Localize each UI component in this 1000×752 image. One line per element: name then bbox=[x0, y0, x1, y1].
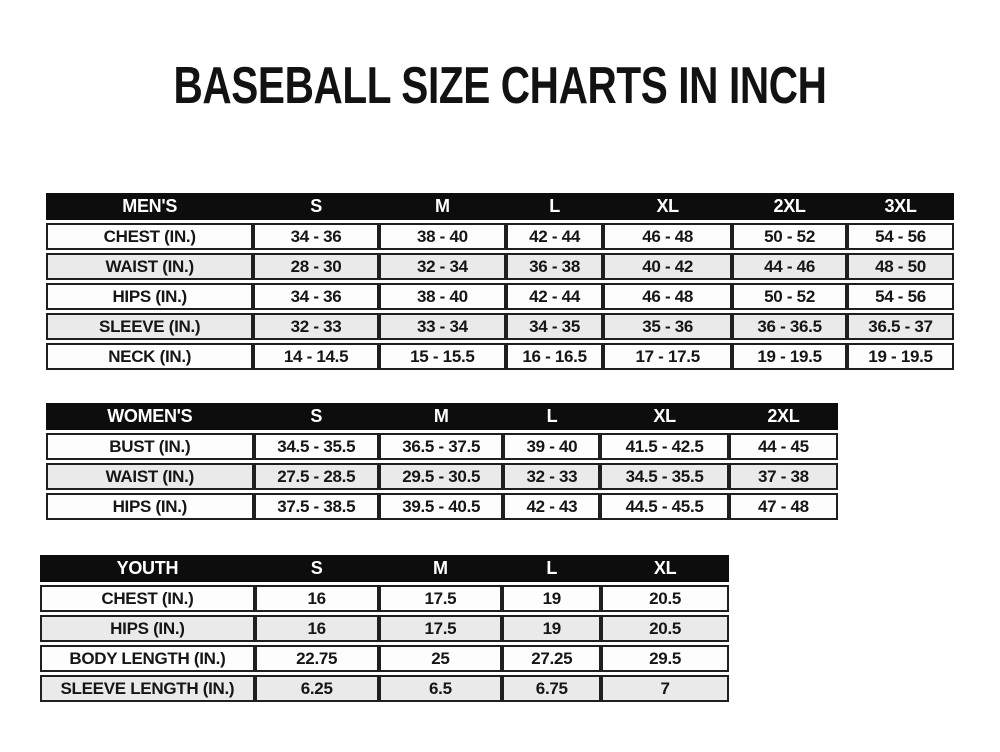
size-value-cell: 40 - 42 bbox=[603, 253, 732, 280]
header-row bbox=[46, 403, 838, 430]
size-value-cell: 34 - 36 bbox=[253, 223, 378, 250]
size-value-cell: 32 - 33 bbox=[253, 313, 378, 340]
size-value-cell: 41.5 - 42.5 bbox=[600, 433, 728, 460]
size-value-cell: 36 - 36.5 bbox=[732, 313, 847, 340]
size-value-cell: 19 bbox=[502, 585, 601, 612]
size-value-cell: 54 - 56 bbox=[847, 283, 954, 310]
table-group-header: WOMEN'S bbox=[46, 403, 254, 430]
size-value-cell: 19 bbox=[502, 615, 601, 642]
size-value-cell: 6.25 bbox=[255, 675, 379, 702]
table-group-header: MEN'S bbox=[46, 193, 253, 220]
size-value-cell: 36 - 38 bbox=[506, 253, 603, 280]
row-label: CHEST (IN.) bbox=[40, 585, 255, 612]
size-column-header: XL bbox=[600, 403, 728, 430]
size-value-cell: 17.5 bbox=[379, 615, 503, 642]
size-column-header: S bbox=[254, 403, 379, 430]
size-value-cell: 34.5 - 35.5 bbox=[600, 463, 728, 490]
youth-size-table bbox=[40, 552, 729, 705]
table-row bbox=[46, 433, 838, 460]
size-value-cell: 16 bbox=[255, 585, 379, 612]
size-value-cell: 20.5 bbox=[601, 585, 729, 612]
table-row bbox=[46, 313, 954, 340]
size-value-cell: 34 - 35 bbox=[506, 313, 603, 340]
table-row bbox=[46, 343, 954, 370]
size-value-cell: 48 - 50 bbox=[847, 253, 954, 280]
table-row bbox=[40, 615, 729, 642]
header-row bbox=[46, 193, 954, 220]
size-value-cell: 28 - 30 bbox=[253, 253, 378, 280]
size-value-cell: 42 - 44 bbox=[506, 283, 603, 310]
size-value-cell: 50 - 52 bbox=[732, 283, 847, 310]
size-column-header: L bbox=[506, 193, 603, 220]
size-column-header: 2XL bbox=[732, 193, 847, 220]
size-value-cell: 14 - 14.5 bbox=[253, 343, 378, 370]
size-value-cell: 17 - 17.5 bbox=[603, 343, 732, 370]
row-label: HIPS (IN.) bbox=[46, 493, 254, 520]
size-value-cell: 16 - 16.5 bbox=[506, 343, 603, 370]
size-value-cell: 27.5 - 28.5 bbox=[254, 463, 379, 490]
size-value-cell: 29.5 - 30.5 bbox=[379, 463, 504, 490]
size-column-header: L bbox=[502, 555, 601, 582]
size-value-cell: 42 - 44 bbox=[506, 223, 603, 250]
size-value-cell: 34 - 36 bbox=[253, 283, 378, 310]
size-value-cell: 37.5 - 38.5 bbox=[254, 493, 379, 520]
size-value-cell: 19 - 19.5 bbox=[847, 343, 954, 370]
size-column-header: S bbox=[255, 555, 379, 582]
size-value-cell: 36.5 - 37.5 bbox=[379, 433, 504, 460]
size-value-cell: 46 - 48 bbox=[603, 223, 732, 250]
row-label: SLEEVE (IN.) bbox=[46, 313, 253, 340]
size-value-cell: 17.5 bbox=[379, 585, 503, 612]
size-value-cell: 32 - 33 bbox=[503, 463, 600, 490]
size-value-cell: 37 - 38 bbox=[729, 463, 838, 490]
size-value-cell: 39.5 - 40.5 bbox=[379, 493, 504, 520]
size-value-cell: 20.5 bbox=[601, 615, 729, 642]
table-row bbox=[46, 253, 954, 280]
size-column-header: M bbox=[379, 403, 504, 430]
header-row bbox=[40, 555, 729, 582]
size-value-cell: 44.5 - 45.5 bbox=[600, 493, 728, 520]
size-value-cell: 35 - 36 bbox=[603, 313, 732, 340]
row-label: HIPS (IN.) bbox=[40, 615, 255, 642]
table-row bbox=[40, 675, 729, 702]
size-value-cell: 42 - 43 bbox=[503, 493, 600, 520]
size-value-cell: 29.5 bbox=[601, 645, 729, 672]
size-value-cell: 33 - 34 bbox=[379, 313, 506, 340]
page-title: BASEBALL SIZE CHARTS IN INCH bbox=[173, 57, 827, 115]
mens-size-table bbox=[46, 190, 954, 373]
table-row bbox=[46, 463, 838, 490]
size-column-header: L bbox=[503, 403, 600, 430]
size-value-cell: 50 - 52 bbox=[732, 223, 847, 250]
size-value-cell: 6.75 bbox=[502, 675, 601, 702]
size-column-header: 2XL bbox=[729, 403, 838, 430]
size-value-cell: 7 bbox=[601, 675, 729, 702]
size-value-cell: 39 - 40 bbox=[503, 433, 600, 460]
size-value-cell: 46 - 48 bbox=[603, 283, 732, 310]
size-value-cell: 38 - 40 bbox=[379, 283, 506, 310]
table-row bbox=[46, 493, 838, 520]
size-column-header: XL bbox=[603, 193, 732, 220]
size-column-header: M bbox=[379, 193, 506, 220]
table-row bbox=[46, 283, 954, 310]
row-label: NECK (IN.) bbox=[46, 343, 253, 370]
row-label: BUST (IN.) bbox=[46, 433, 254, 460]
size-value-cell: 54 - 56 bbox=[847, 223, 954, 250]
row-label: BODY LENGTH (IN.) bbox=[40, 645, 255, 672]
size-value-cell: 44 - 46 bbox=[732, 253, 847, 280]
size-value-cell: 38 - 40 bbox=[379, 223, 506, 250]
size-column-header: S bbox=[253, 193, 378, 220]
size-value-cell: 16 bbox=[255, 615, 379, 642]
size-column-header: 3XL bbox=[847, 193, 954, 220]
size-value-cell: 32 - 34 bbox=[379, 253, 506, 280]
table-row bbox=[40, 585, 729, 612]
row-label: HIPS (IN.) bbox=[46, 283, 253, 310]
row-label: SLEEVE LENGTH (IN.) bbox=[40, 675, 255, 702]
size-column-header: XL bbox=[601, 555, 729, 582]
row-label: CHEST (IN.) bbox=[46, 223, 253, 250]
row-label: WAIST (IN.) bbox=[46, 253, 253, 280]
size-value-cell: 27.25 bbox=[502, 645, 601, 672]
row-label: WAIST (IN.) bbox=[46, 463, 254, 490]
size-value-cell: 25 bbox=[379, 645, 503, 672]
table-row bbox=[40, 645, 729, 672]
table-group-header: YOUTH bbox=[40, 555, 255, 582]
table-row bbox=[46, 223, 954, 250]
size-value-cell: 22.75 bbox=[255, 645, 379, 672]
size-value-cell: 34.5 - 35.5 bbox=[254, 433, 379, 460]
size-value-cell: 44 - 45 bbox=[729, 433, 838, 460]
size-column-header: M bbox=[379, 555, 503, 582]
size-value-cell: 36.5 - 37 bbox=[847, 313, 954, 340]
size-value-cell: 15 - 15.5 bbox=[379, 343, 506, 370]
size-value-cell: 47 - 48 bbox=[729, 493, 838, 520]
size-value-cell: 6.5 bbox=[379, 675, 503, 702]
womens-size-table bbox=[46, 400, 838, 523]
size-value-cell: 19 - 19.5 bbox=[732, 343, 847, 370]
